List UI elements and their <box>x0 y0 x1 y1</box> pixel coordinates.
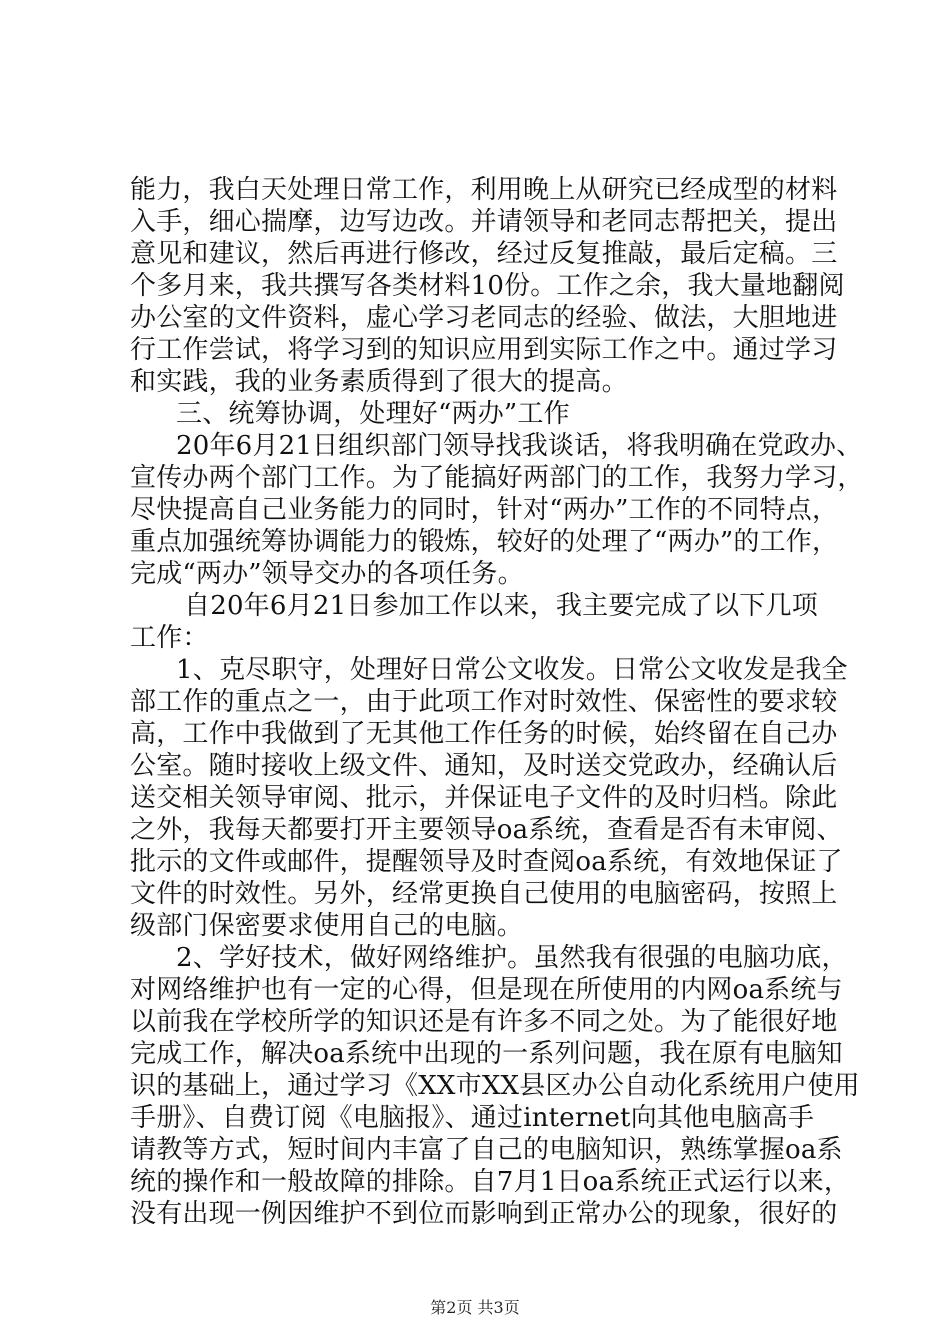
text-line: 行工作尝试，将学习到的知识应用到实际工作之中。通过学习 <box>130 335 838 365</box>
text-line: 自20年6月21日参加工作以来，我主要完成了以下几项 <box>184 591 818 621</box>
text-line: 手册》、自费订阅《电脑报》、通过internet向其他电脑高手 <box>130 1103 815 1133</box>
text-line: 公室。随时接收上级文件、通知，及时送交党政办，经确认后 <box>130 751 838 781</box>
text-line: 能力，我白天处理日常工作，利用晚上从研究已经成型的材料 <box>130 175 838 205</box>
text-line: 宣传办两个部门工作。为了能搞好两部门的工作，我努力学习， <box>130 463 864 493</box>
text-line: 完成“两办”领导交办的各项任务。 <box>130 559 524 589</box>
text-line: 2、学好技术，做好网络维护。虽然我有很强的电脑功底， <box>176 943 848 973</box>
page-footer: 第2页 共3页 <box>430 1298 520 1317</box>
text-line: 高，工作中我做到了无其他工作任务的时候，始终留在自己办 <box>130 719 838 749</box>
text-line: 1、克尽职守，处理好日常公文收发。日常公文收发是我全 <box>176 655 848 685</box>
text-line: 没有出现一例因维护不到位而影响到正常办公的现象，很好的 <box>130 1199 838 1229</box>
text-line: 入手，细心揣摩，边写边改。并请领导和老同志帮把关，提出 <box>130 207 838 237</box>
section-heading: 三、统筹协调，处理好“两办”工作 <box>176 399 570 429</box>
text-line: 之外，我每天都要打开主要领导oa系统，查看是否有未审阅、 <box>130 815 843 845</box>
text-line: 对网络维护也有一定的心得，但是现在所使用的内网oa系统与 <box>130 975 843 1005</box>
text-line: 批示的文件或邮件，提醒领导及时查阅oa系统，有效地保证了 <box>130 847 843 877</box>
text-line: 意见和建议，然后再进行修改，经过反复推敲，最后定稿。三 <box>130 239 838 269</box>
text-line: 送交相关领导审阅、批示，并保证电子文件的及时归档。除此 <box>130 783 838 813</box>
text-line: 以前我在学校所学的知识还是有许多不同之处。为了能很好地 <box>130 1007 838 1037</box>
text-line: 级部门保密要求使用自己的电脑。 <box>130 911 524 941</box>
text-line: 完成工作，解决oa系统中出现的一系列问题，我在原有电脑知 <box>130 1039 843 1069</box>
text-line: 重点加强统筹协调能力的锻炼，较好的处理了“两办”的工作， <box>130 527 839 557</box>
text-line: 识的基础上，通过学习《XX市XX县区办公自动化系统用户使用 <box>130 1071 860 1101</box>
text-line: 统的操作和一般故障的排除。自7月1日oa系统正式运行以来， <box>130 1167 851 1197</box>
text-line: 和实践，我的业务素质得到了很大的提高。 <box>130 367 628 397</box>
text-line: 文件的时效性。另外，经常更换自己使用的电脑密码，按照上 <box>130 879 838 909</box>
text-line: 办公室的文件资料，虚心学习老同志的经验、做法，大胆地进 <box>130 303 838 333</box>
text-line: 请教等方式，短时间内丰富了自己的电脑知识，熟练掌握oa系 <box>130 1135 843 1165</box>
text-line: 个多月来，我共撰写各类材料10份。工作之余，我大量地翻阅 <box>130 271 845 301</box>
text-line: 部工作的重点之一，由于此项工作对时效性、保密性的要求较 <box>130 687 838 717</box>
text-line: 20年6月21日组织部门领导找我谈话，将我明确在党政办、 <box>176 431 863 461</box>
text-line: 工作： <box>130 623 209 653</box>
text-line: 尽快提高自己业务能力的同时，针对“两办”工作的不同特点， <box>130 495 839 525</box>
